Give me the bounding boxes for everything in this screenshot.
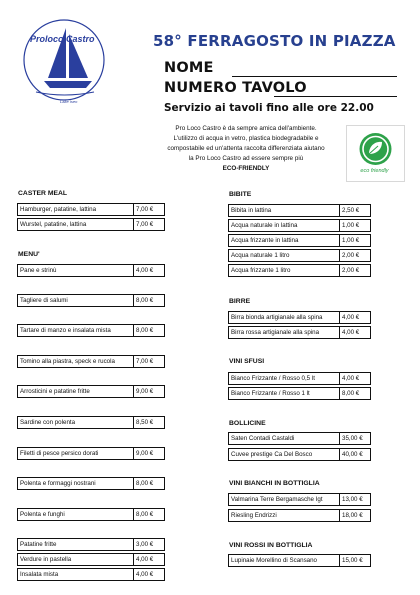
logo-name: Proloco Castro <box>30 34 95 44</box>
eco-line: compostabile ed un'attenta raccolta differenziata aiutano <box>167 145 325 152</box>
item-name: Wurstel, patatine, lattina <box>18 219 134 230</box>
tavolo-field-line <box>274 96 397 97</box>
item-price: 1,00 € <box>342 222 360 229</box>
menu-item <box>228 432 371 445</box>
menu-item <box>228 219 371 232</box>
menu-item <box>228 264 371 277</box>
menu-item <box>17 538 165 551</box>
eco-friendly-label: ECO-FRIENDLY <box>222 165 270 172</box>
item-name: Lupinaie Morellino di Scansano <box>229 555 340 566</box>
menu-item <box>228 493 371 506</box>
item-price: 4,00 € <box>136 571 154 578</box>
item-name: Filetti di pesce persico dorati <box>18 448 134 459</box>
menu-item <box>17 416 165 429</box>
menu-item <box>17 568 165 581</box>
item-price: 3,00 € <box>136 541 154 548</box>
menu-item <box>17 508 165 521</box>
nome-field-line <box>232 76 397 77</box>
logo-tagline: Lake Iseo <box>60 99 78 104</box>
item-name: Acqua naturale 1 litro <box>229 250 340 261</box>
item-price: 7,00 € <box>136 358 154 365</box>
item-price: 18,00 € <box>342 512 363 519</box>
menu-item <box>228 372 371 385</box>
item-price: 7,00 € <box>136 221 154 228</box>
item-name: Pane e strinù <box>18 265 134 276</box>
item-price: 2,50 € <box>342 207 360 214</box>
item-name: Birra bionda artigianale alla spina <box>229 312 340 323</box>
menu-item <box>228 509 371 522</box>
item-name: Polenta e funghi <box>18 509 134 520</box>
menu-item <box>17 553 165 566</box>
menu-item <box>228 204 371 217</box>
item-name: Bibita in lattina <box>229 205 340 216</box>
item-name: Cuvee prestige Ca Del Bosco <box>229 449 340 460</box>
item-name: Sardine con polenta <box>18 417 134 428</box>
nome-label: NOME <box>164 60 214 76</box>
eco-line: L'utilizzo di acqua in vetro, plastica biodegradabile e <box>173 135 319 142</box>
item-price: 4,00 € <box>342 375 360 382</box>
item-name: Tagliere di salumi <box>18 295 134 306</box>
section-bibite: BIBITE <box>229 191 252 198</box>
menu-item <box>17 477 165 490</box>
eco-paragraph <box>152 124 340 174</box>
service-note: Servizio ai tavoli fino alle ore 22.00 <box>164 102 374 114</box>
section-bollicine: BOLLICINE <box>229 420 266 427</box>
item-name: Patatine fritte <box>18 539 134 550</box>
item-price: 8,00 € <box>342 390 360 397</box>
item-price: 35,00 € <box>342 435 363 442</box>
menu-item <box>17 385 165 398</box>
item-name: Acqua frizzante in lattina <box>229 235 340 246</box>
item-price: 8,50 € <box>136 419 154 426</box>
item-price: 8,00 € <box>136 297 154 304</box>
section-vini-sfusi: VINI SFUSI <box>229 358 265 365</box>
item-name: Arrosticini e patatine fritte <box>18 386 134 397</box>
item-price: 1,00 € <box>342 237 360 244</box>
menu-item <box>17 447 165 460</box>
item-price: 9,00 € <box>136 388 154 395</box>
item-name: Saten Contadi Castaldi <box>229 433 340 444</box>
menu-item <box>228 387 371 400</box>
item-price: 40,00 € <box>342 451 363 458</box>
menu-item <box>228 448 371 461</box>
item-price: 2,00 € <box>342 252 360 259</box>
eco-line: la Pro Loco Castro ad essere sempre più <box>188 155 304 162</box>
item-name: Bianco Frizzante / Rosso 1 lt <box>229 388 340 399</box>
item-name: Insalata mista <box>18 569 134 580</box>
menu-item <box>228 326 371 339</box>
item-name: Polenta e formaggi nostrani <box>18 478 134 489</box>
item-price: 4,00 € <box>136 556 154 563</box>
menu-item <box>17 218 165 231</box>
item-price: 2,00 € <box>342 267 360 274</box>
item-name: Acqua frizzante 1 litro <box>229 265 340 276</box>
proloco-castro-logo <box>14 14 126 106</box>
item-name: Tartare di manzo e insalata mista <box>18 325 134 336</box>
item-name: Birra rossa artigianale alla spina <box>229 327 340 338</box>
eco-badge-label: eco friendly <box>360 168 389 174</box>
menu-item <box>228 234 371 247</box>
item-name: Acqua naturale in lattina <box>229 220 340 231</box>
item-price: 8,00 € <box>136 480 154 487</box>
item-price: 4,00 € <box>342 329 360 336</box>
section-vini-bianchi: VINI BIANCHI IN BOTTIGLIA <box>229 480 320 487</box>
menu-item <box>228 554 371 567</box>
menu-item <box>17 294 165 307</box>
page-title: 58° FERRAGOSTO IN PIAZZA <box>153 32 396 50</box>
item-price: 9,00 € <box>136 450 154 457</box>
menu-item <box>17 203 165 216</box>
item-name: Valmarina Terre Bergamasche Igt <box>229 494 340 505</box>
menu-item <box>17 355 165 368</box>
item-price: 15,00 € <box>342 557 363 564</box>
tavolo-label: NUMERO TAVOLO <box>164 80 307 96</box>
item-name: Hamburger, patatine, lattina <box>18 204 134 215</box>
item-name: Riesling Endrizzi <box>229 510 340 521</box>
item-name: Verdure in pastella <box>18 554 134 565</box>
section-birre: BIRRE <box>229 298 251 305</box>
item-price: 4,00 € <box>136 267 154 274</box>
item-price: 8,00 € <box>136 327 154 334</box>
menu-item <box>17 264 165 277</box>
item-price: 4,00 € <box>342 314 360 321</box>
item-price: 13,00 € <box>342 496 363 503</box>
section-vini-rossi: VINI ROSSI IN BOTTIGLIA <box>229 542 313 549</box>
item-name: Tomino alla piastra, speck e rucola <box>18 356 134 367</box>
item-name: Bianco Frizzante / Rosso 0,5 lt <box>229 373 340 384</box>
section-caster-meal: CASTER MEAL <box>18 190 68 197</box>
menu-item <box>228 249 371 262</box>
menu-item <box>228 311 371 324</box>
item-price: 7,00 € <box>136 206 154 213</box>
eco-line: Pro Loco Castro è da sempre amica dell'ambiente. <box>175 125 317 132</box>
section-menu: MENU' <box>18 251 40 258</box>
menu-item <box>17 324 165 337</box>
item-price: 8,00 € <box>136 511 154 518</box>
